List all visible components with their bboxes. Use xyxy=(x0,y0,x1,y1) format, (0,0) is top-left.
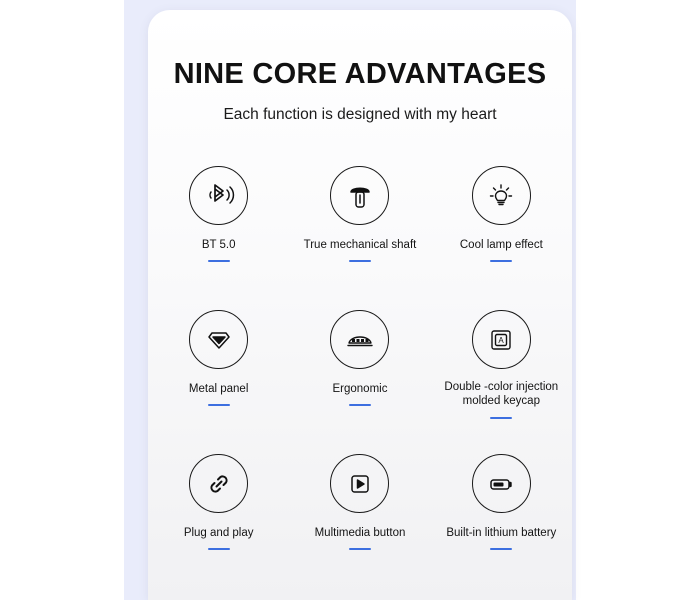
play-button-icon xyxy=(330,454,389,513)
accent-underline xyxy=(208,404,230,406)
metal-panel-diamond-icon xyxy=(189,310,248,369)
keycap-a-icon xyxy=(472,310,531,369)
accent-underline xyxy=(490,417,512,419)
feature-label: Multimedia button xyxy=(314,527,406,539)
feature-label: Built-in lithium battery xyxy=(446,527,557,539)
feature-item-multimedia[interactable] xyxy=(289,448,430,592)
accent-underline xyxy=(349,260,371,262)
mechanical-shaft-icon xyxy=(330,166,389,225)
accent-underline xyxy=(208,260,230,262)
feature-grid xyxy=(148,160,572,592)
feature-item-mechanical-shaft[interactable] xyxy=(289,160,430,304)
accent-underline xyxy=(490,548,512,550)
feature-item-plug-and-play[interactable] xyxy=(148,448,289,592)
feature-item-metal-panel[interactable] xyxy=(148,304,289,448)
feature-label: Plug and play xyxy=(183,527,254,539)
accent-underline xyxy=(490,260,512,262)
page-subtitle: Each function is designed with my heart xyxy=(223,106,497,123)
feature-label: Ergonomic xyxy=(332,383,388,395)
page-title: NINE CORE ADVANTAGES xyxy=(173,58,547,90)
feature-item-keycap[interactable] xyxy=(431,304,572,448)
feature-label: BT 5.0 xyxy=(201,239,236,251)
feature-item-battery[interactable] xyxy=(431,448,572,592)
svg-text:A: A xyxy=(498,335,504,345)
battery-icon xyxy=(472,454,531,513)
feature-label: Metal panel xyxy=(188,383,249,395)
accent-underline xyxy=(208,548,230,550)
accent-underline xyxy=(349,404,371,406)
feature-label: Cool lamp effect xyxy=(459,239,543,251)
feature-label: True mechanical shaft xyxy=(303,239,417,251)
feature-label: Double -color injection molded keycap xyxy=(444,381,559,408)
bluetooth-icon xyxy=(189,166,248,225)
feature-item-ergonomic[interactable] xyxy=(289,304,430,448)
ergonomic-keyboard-icon xyxy=(330,310,389,369)
feature-card xyxy=(148,10,572,600)
accent-underline xyxy=(349,548,371,550)
light-bulb-icon xyxy=(472,166,531,225)
feature-item-lamp[interactable] xyxy=(431,160,572,304)
feature-item-bt[interactable] xyxy=(148,160,289,304)
chain-link-icon xyxy=(189,454,248,513)
